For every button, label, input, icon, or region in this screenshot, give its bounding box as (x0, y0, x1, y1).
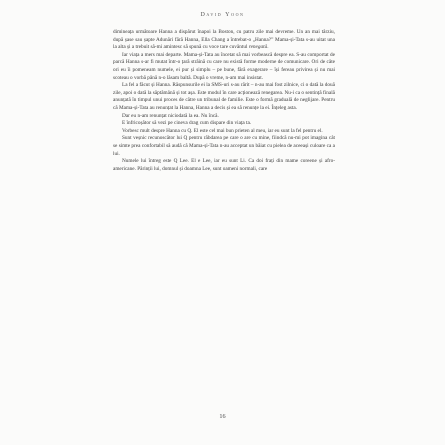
paragraph-1: dimineața următoare Hanna a dispărut înapoi la Boston, cu patru zile mai devreme. Un an mai târziu, după șase sau șapte Adunări fără Hanna, Ella Chang a întrebat-o „Hanna?” Mama-și-Tata s-au uitat una la alta și a trebuit să-mi amintesc să spună cu voce tare cuvântul renegată. (113, 29, 335, 51)
paragraph-5: E înfricoșător să vezi pe cineva drag cum dispare din viața ta. (122, 120, 252, 127)
paragraph-4: Dar eu n-am renunțat niciodată la ea. Nu încă. (122, 112, 219, 119)
paragraph-7: Sunt veșnic recunoscător lui Q pentru răbdarea pe care o are cu mine, fiindcă nu-mi pot imagina cât se simte prea confortabil să audă că Mama-și-Tata n-au acceptat un băiat cu pielea de aceeași culoare ca a lui. (113, 135, 335, 157)
paragraph-3: La fel a făcut și Hanna. Răspunsurile ei la SMS-uri s-au rărit – n-au mai fost zilnice, ci o dată la două zile, apoi o dată la săptămână și tot așa. Este modul în care acționează renegarea. Nu-i ca o sentință finală anunțată în timpul unui proces de către un tribunal de familie. Este o formă graduală de neglijare. Pentru că Mama-și-Tata au renunțat la Hanna, Hanna a decis și ea să renunțe la ei. Înțeleg asta. (113, 82, 335, 111)
paragraph-8: Numele lui întreg este Q Lee. El e Lee, iar eu sunt Li. Ca doi frați din mame coreene și afro-americane. Părinții lui, domnul și doamna Lee, sunt oameni normali, care (113, 158, 335, 172)
body-text (113, 29, 335, 173)
paragraph-6: Vorbesc mult despre Hanna cu Q. El este cel mai bun prieten al meu, iar eu sunt la fel pentru el. (122, 127, 323, 134)
paragraph-2: Iar viața a mers mai departe. Mama-și-Tata au încetat să mai vorbească despre ea. S-au comportat de parcă Hanna s-ar fi mutat într-o țară străină cu care nu există forme moderne de comunicare. Ori de câte ori eu îi pomeneam numele, ei pur și simplu – pe bune, fără exagerare – își fereau privirea și nu mai scoteau o vorbă până n-o lăsam baltă. După o vreme, n-am mai insistat. (113, 51, 335, 81)
running-head: David Yoon (200, 12, 245, 18)
page-number: 16 (219, 413, 226, 420)
emphasis-word: renegată (248, 44, 268, 51)
